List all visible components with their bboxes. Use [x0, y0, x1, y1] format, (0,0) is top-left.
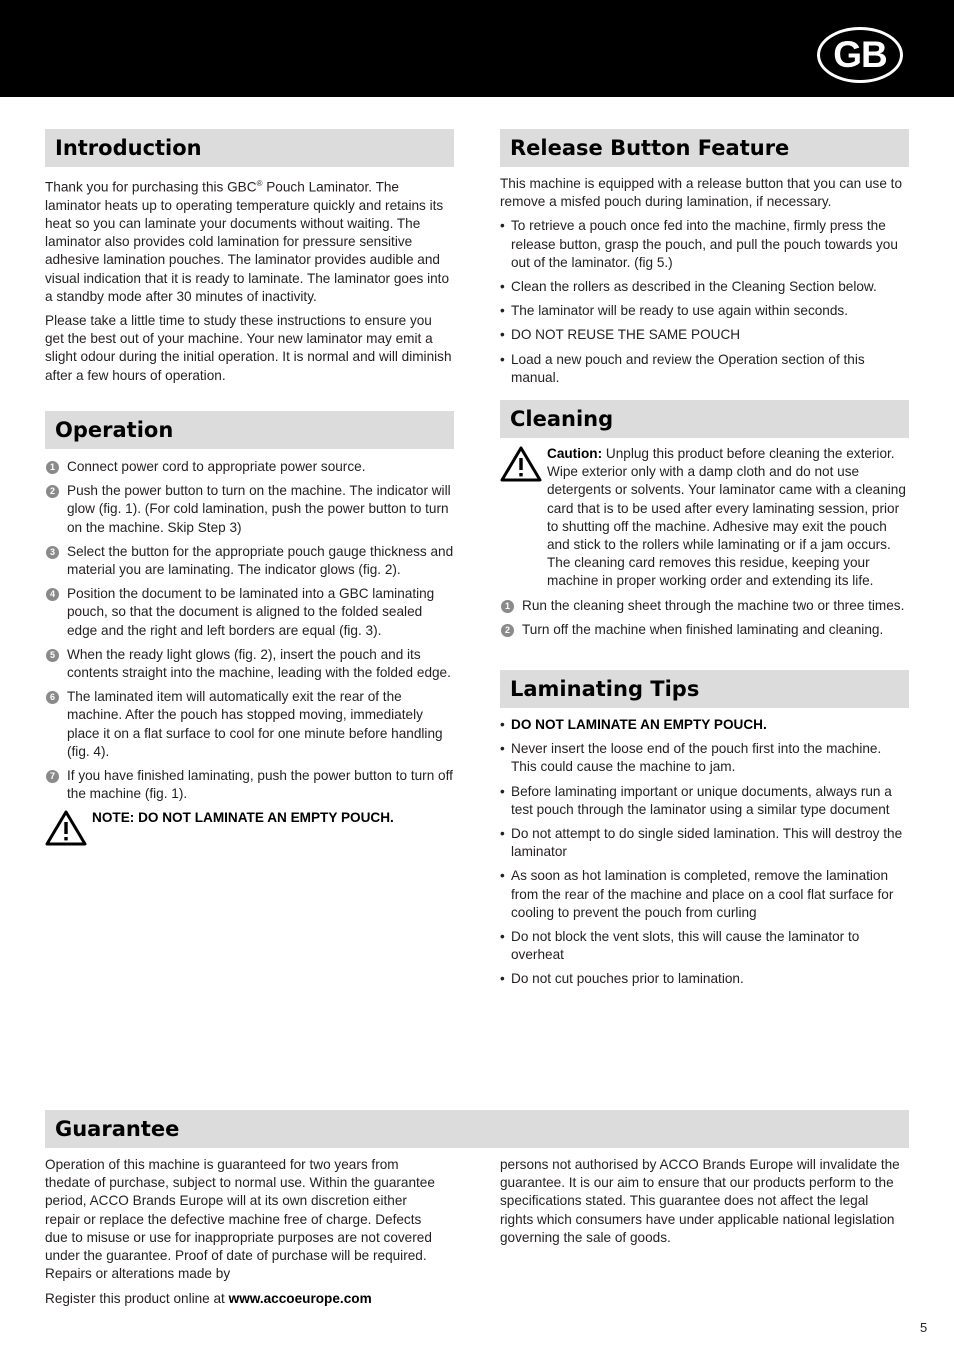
intro-text-a: Thank you for purchasing this GBC: [45, 179, 257, 195]
introduction-heading: Introduction: [45, 129, 454, 167]
step-number-badge: 2: [501, 624, 514, 637]
operation-step: [45, 688, 454, 761]
step-text: Push the power button to turn on the machine. The indicator will glow (fig. 1). (For cold lamination, push the power button to turn on the machine. Skip Step 3): [67, 483, 451, 535]
step-text: Connect power cord to appropriate power source.: [67, 459, 366, 474]
step-number-badge: 5: [46, 649, 59, 662]
caution-text: Unplug this product before cleaning the exterior. Wipe exterior only with a damp cloth and do not use detergents or solvents. Your laminator came with a cleaning card that is to be used after every laminating session, prior to shutting off the machine. Adhesive may exit the pouch and stick to the rollers while laminating or if a jam occurs. The cleaning card removes this residue, keeping your machine in proper working order and extending its life.: [547, 446, 906, 589]
release-bullets: [500, 217, 909, 387]
tips-bullet: • Do not block the vent slots, this will cause the laminator to overheat: [500, 928, 909, 964]
tips-bullet: • Do not attempt to do single sided lamination. This will destroy the laminator: [500, 825, 909, 861]
release-bullet: • Clean the rollers as described in the Cleaning Section below.: [500, 278, 909, 296]
release-heading: Release Button Feature: [500, 129, 909, 167]
guarantee-text-left: Operation of this machine is guaranteed for two years from thedate of purchase, subject to normal use. Within the guarantee period, ACCO Brands Europe will at its own discretion either repair or replace the defective machine free of charge. Defects due to misuse or use for inappropriate purposes are not covered under the guarantee. Proof of date of purchase will be required. Repairs or alterations made by: [45, 1157, 435, 1282]
release-intro: This machine is equipped with a release button that you can use to remove a misfed pouch during lamination, if necessary.: [500, 176, 903, 210]
step-text: Position the document to be laminated into a GBC laminating pouch, so that the document is aligned to the folded sealed edge and the right and left borders are equal (fig. 3).: [67, 586, 435, 638]
register-link[interactable]: www.accoeurope.com: [228, 1291, 372, 1306]
warning-triangle-icon: [500, 445, 542, 483]
guarantee-section: [45, 1110, 909, 1308]
tips-bullet: • Do not cut pouches prior to lamination.: [500, 970, 909, 988]
tips-bullets: [500, 716, 909, 989]
cleaning-steps: [500, 597, 909, 639]
tips-bullet: • As soon as hot lamination is completed, remove the lamination from the rear of the machine and place on a cool flat surface for cooling to prevent the pouch from curling: [500, 867, 909, 922]
caution-label: Caution:: [547, 446, 603, 461]
warning-triangle-icon: [45, 809, 87, 847]
tips-bullet: • Never insert the loose end of the pouch first into the machine. This could cause the machine to jam.: [500, 740, 909, 776]
step-number-badge: 2: [46, 485, 59, 498]
tips-bullet-bold: [500, 716, 909, 734]
operation-note-text: NOTE: DO NOT LAMINATE AN EMPTY POUCH.: [92, 810, 394, 826]
operation-step: [45, 646, 454, 682]
operation-step: [45, 458, 454, 476]
guarantee-text-right: persons not authorised by ACCO Brands Europe will invalidate the guarantee. It is our aim to ensure that our products perform to the specifications stated. This guarantee does not affect the legal rights which consumers have under applicable national legislation governing the sale of goods.: [500, 1157, 900, 1245]
step-number-badge: 7: [46, 770, 59, 783]
step-number-badge: 1: [501, 600, 514, 613]
cleaning-section: [500, 400, 909, 645]
cleaning-step: [500, 621, 909, 639]
release-bullet: • Load a new pouch and review the Operation section of this manual.: [500, 351, 909, 387]
cleaning-step: [500, 597, 909, 615]
step-number-badge: 6: [46, 691, 59, 704]
guarantee-heading: Guarantee: [45, 1110, 909, 1148]
step-number-badge: 3: [46, 546, 59, 559]
introduction-section: [45, 129, 454, 391]
tips-bullet: • Before laminating important or unique documents, always run a test pouch through the laminator using a similar type document: [500, 783, 909, 819]
step-text: Run the cleaning sheet through the machine two or three times.: [522, 597, 905, 613]
introduction-paragraph-1: [45, 175, 454, 306]
release-button-section: [500, 129, 909, 393]
operation-heading: Operation: [45, 411, 454, 449]
operation-step: [45, 543, 454, 579]
tips-bold-text: DO NOT LAMINATE AN EMPTY POUCH.: [511, 717, 767, 732]
step-number-badge: 4: [46, 588, 59, 601]
registered-mark: ®: [256, 179, 263, 188]
step-text: When the ready light glows (fig. 2), insert the pouch and its contents straight into the machine, leading with the folded edge.: [67, 646, 451, 681]
step-text: If you have finished laminating, push the power button to turn off the machine (fig. 1).: [67, 768, 453, 802]
step-text: Turn off the machine when finished laminating and cleaning.: [522, 621, 884, 637]
intro-text-b: Pouch Laminator. The laminator heats up to operating temperature quickly and retains its heat so you can laminate your documents without waiting. The laminator also provides cold lamination for pressure sensitive adhesive lamination pouches. The laminator provides audible and visual indication that it is ready to laminate. The laminator goes into a standby mode after 30 minutes of inactivity.: [45, 179, 450, 304]
cleaning-caution: [500, 445, 909, 591]
tips-heading: Laminating Tips: [500, 670, 909, 708]
header-bar: [0, 0, 954, 97]
operation-step: [45, 482, 454, 537]
step-text: The laminated item will automatically exit the rear of the machine. After the pouch has stopped moving, immediately place it on a flat surface to cool for one minute before handling (fig. 4).: [67, 689, 443, 759]
operation-note: [45, 809, 454, 849]
page-number: 5: [920, 1320, 928, 1335]
release-bullet: • To retrieve a pouch once fed into the machine, firmly press the release button, grasp the pouch, and pull the pouch towards you out of the laminator. (fig 5.): [500, 217, 909, 272]
cleaning-heading: Cleaning: [500, 400, 909, 438]
gb-language-badge: GB: [817, 27, 903, 83]
release-bullet: • DO NOT REUSE THE SAME POUCH: [500, 326, 909, 344]
operation-step: [45, 585, 454, 640]
introduction-paragraph-2: Please take a little time to study these instructions to ensure you get the best out of your machine. Your new laminator may emit a slight odour during the initial operation. It is normal and will diminish after a few hours of operation.: [45, 312, 452, 383]
step-number-badge: 1: [46, 461, 59, 474]
operation-section: [45, 411, 454, 849]
register-text: Register this product online at: [45, 1291, 229, 1306]
operation-steps: [45, 458, 454, 803]
step-text: Select the button for the appropriate pouch gauge thickness and material you are laminating. The indicator glows (fig. 2).: [67, 543, 454, 578]
laminating-tips-section: [500, 670, 909, 995]
release-bullet: • The laminator will be ready to use again within seconds.: [500, 302, 909, 320]
operation-step: [45, 767, 454, 803]
